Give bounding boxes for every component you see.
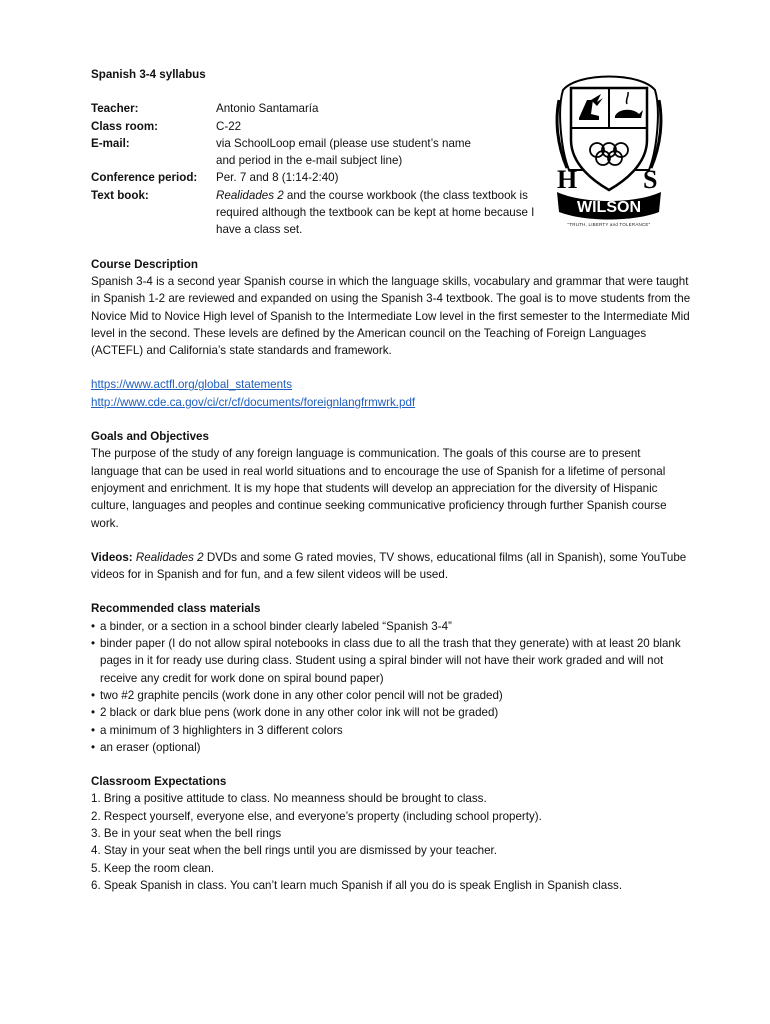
course-description-text: Spanish 3-4 is a second year Spanish course in which the language skills, vocabulary and grammar that were taught in Spanish 1-2 are reviewed and expanded on using the Spanish 3-4 textbook. The goal is to move students from the Novice Mid to Novice High level of Spanish to the Intermediate Low level in the first semester to the Intermediate Mid level in the second. These levels are defined by the American council on the Teaching of Foreign Languages (ACTEFL) and California’s state standards and framework. [91, 274, 691, 358]
crest-motto: "TRUTH, LIBERTY and TOLERANCE" [567, 222, 651, 227]
conference-label: Conference period: [91, 171, 198, 185]
goals-section [91, 428, 691, 532]
textbook-row [91, 187, 691, 239]
expectation-item: 6. Speak Spanish in class. You can’t learn much Spanish if all you do is speak English in Spanish class. [91, 878, 623, 892]
conference-row [91, 169, 691, 186]
list-item [91, 635, 691, 687]
email-label: E-mail: [91, 136, 130, 150]
teacher-value: Antonio Santamaría [216, 102, 319, 116]
email-value-line-1: via SchoolLoop email (please use student’s name [216, 136, 472, 150]
expectation-item: 5. Keep the room clean. [91, 861, 215, 875]
expectation-item: 3. Be in your seat when the bell rings [91, 826, 282, 840]
list-item-text: binder paper (I do not allow spiral notebooks in class due to all the trash that they generate) with at least 20 blank pages in it for ready use during class. Student using a spiral binder will not have their work graded and will not receive any credit for work done on spiral bound paper) [100, 637, 681, 685]
conference-value: Per. 7 and 8 (1:14-2:40) [216, 171, 339, 185]
textbook-description: and the course workbook (the class textbook is required although the textbook can be kept at home because I have a class set. [216, 188, 535, 237]
actfl-link[interactable]: https://www.actfl.org/global_statements [91, 378, 293, 392]
links-section [91, 376, 691, 411]
bullet: • [91, 688, 96, 702]
classroom-label: Class room: [91, 119, 159, 133]
bullet: • [91, 619, 96, 633]
expectation-item: 2. Respect yourself, everyone else, and everyone’s property (including school property). [91, 809, 542, 823]
bullet: • [91, 740, 96, 754]
course-info-block [91, 100, 691, 238]
videos-paragraph [91, 549, 691, 584]
expectations-section [91, 773, 691, 894]
bullet: • [91, 637, 96, 651]
teacher-label: Teacher: [91, 102, 139, 116]
videos-section [91, 549, 691, 584]
textbook-value [216, 187, 546, 239]
course-description-section [91, 256, 691, 360]
materials-heading: Recommended class materials [91, 602, 261, 616]
goals-text: The purpose of the study of any foreign language is communication. The goals of this course are to present language that can be used in real world situations and to encourage the use of Spanish for a lifetime of personal enjoyment and enrichment. It is my hope that students will develop an appreciation for the diversity of Hispanic culture, languages and peoples and continue seeking communicative proficiency through further Spanish course work. [91, 447, 667, 530]
list-item [91, 704, 691, 721]
bullet: • [91, 706, 96, 720]
list-item-text: an eraser (optional) [100, 740, 201, 754]
crest-banner-text: WILSON [577, 199, 641, 216]
course-description-heading: Course Description [91, 257, 198, 271]
list-item-text: a minimum of 3 highlighters in 3 different colors [100, 723, 343, 737]
list-item [91, 722, 691, 739]
videos-text: DVDs and some G rated movies, TV shows, educational films (all in Spanish), some YouTube videos for in Spanish and for fun, and a few silent videos will be used. [91, 550, 687, 582]
syllabus-document [91, 66, 691, 894]
list-item [91, 687, 691, 704]
list-item [91, 618, 691, 635]
videos-label: Videos: [91, 550, 133, 564]
crest-letter-left: H [557, 165, 578, 194]
email-value [216, 135, 546, 170]
bullet: • [91, 723, 96, 737]
expectation-item: 4. Stay in your seat when the bell rings until you are dismissed by your teacher. [91, 844, 497, 858]
email-row [91, 135, 691, 170]
expectation-item: 1. Bring a positive attitude to class. No meanness should be brought to class. [91, 792, 487, 806]
list-item [91, 739, 691, 756]
goals-heading: Goals and Objectives [91, 430, 209, 444]
email-value-line-2: and period in the e-mail subject line) [216, 154, 403, 168]
materials-section [91, 600, 691, 756]
textbook-title: Realidades 2 [216, 188, 284, 202]
list-item-text: two #2 graphite pencils (work done in any other color pencil will not be graded) [100, 688, 503, 702]
page-title: Spanish 3-4 syllabus [91, 68, 206, 81]
expectations-heading: Classroom Expectations [91, 775, 227, 789]
videos-title: Realidades 2 [135, 550, 204, 564]
teacher-row [91, 100, 691, 117]
classroom-value: C-22 [216, 119, 242, 133]
list-item-text: 2 black or dark blue pens (work done in any other color ink will not be graded) [100, 706, 499, 720]
cde-framework-link[interactable]: http://www.cde.ca.gov/ci/cr/cf/documents/foreignlangfrmwrk.pdf [91, 395, 416, 409]
classroom-row [91, 118, 691, 135]
crest-letter-right: S [643, 165, 658, 194]
textbook-label: Text book: [91, 188, 149, 202]
list-item-text: a binder, or a section in a school binder clearly labeled “Spanish 3-4” [100, 619, 452, 633]
